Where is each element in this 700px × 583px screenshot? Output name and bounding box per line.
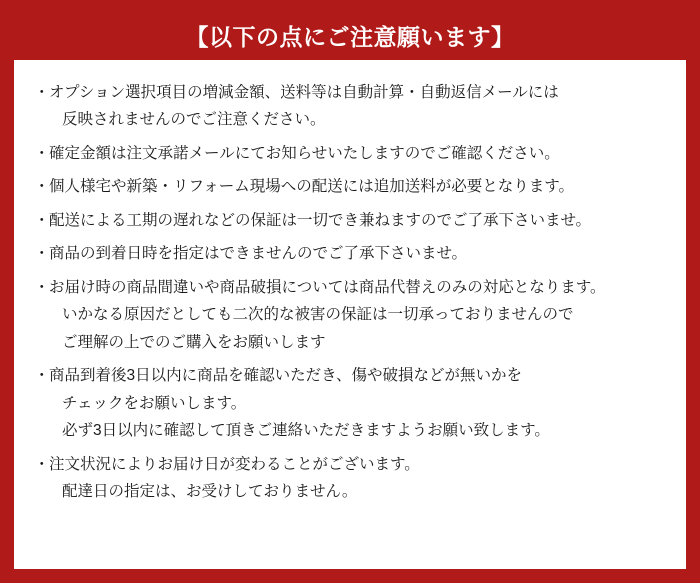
notice-line: [34, 277, 666, 299]
bullet-icon: ・: [34, 367, 50, 385]
bullet-icon: ・: [34, 245, 50, 263]
page-title: 【以下の点にご注意願います】: [185, 23, 515, 50]
notice-line: [34, 82, 666, 104]
notice-text: 配送による工期の遅れなどの保証は一切でき兼ねますのでご了承下さいませ。: [49, 211, 592, 229]
notice-text: オプション選択項目の増減金額、送料等は自動計算・自動返信メールには: [49, 84, 559, 101]
notice-continuation: 必ず3日以内に確認して頂きご連絡いただきますようお願い致します。: [62, 422, 550, 440]
notice-text: 商品到着後3日以内に商品を確認いただき、傷や破損などが無いかを: [49, 367, 523, 385]
list-item: [34, 82, 666, 132]
bullet-icon: ・: [34, 144, 50, 162]
notice-text: 商品の到着日時を指定はできませんのでご了承下さいませ。: [49, 245, 468, 263]
notice-line: [34, 365, 666, 387]
notice-body: [14, 60, 686, 569]
list-item: [34, 454, 666, 504]
notice-continuation: 反映されませんのでご注意ください。: [62, 111, 326, 129]
bullet-icon: ・: [34, 84, 50, 101]
bullet-icon: ・: [34, 178, 50, 196]
notice-header: [14, 14, 686, 60]
notice-line: [34, 143, 666, 165]
notice-text: 個人様宅や新築・リフォーム現場への配送には追加送料が必要となります。: [49, 178, 574, 196]
notice-continuation: いかなる原因だとしても二次的な被害の保証は一切承っておりませんので: [62, 306, 574, 324]
bullet-icon: ・: [34, 211, 50, 229]
notice-line: [34, 454, 666, 476]
notice-continuation: チェックをお願いします。: [62, 394, 247, 412]
list-item: [34, 210, 666, 232]
notice-line: [34, 243, 666, 265]
bullet-icon: ・: [34, 455, 50, 473]
notice-continuation: ご理解の上でのご購入をお願いします: [62, 333, 326, 351]
list-item: [34, 277, 666, 354]
notice-line: [34, 176, 666, 198]
list-item: [34, 365, 666, 442]
notice-text: 確定金額は注文承諾メールにてお知らせいたしますのでご確認ください。: [49, 144, 560, 162]
notice-list: [34, 82, 666, 504]
notice-text: お届け時の商品間違いや商品破損については商品代替えのみの対応となります。: [49, 278, 606, 296]
notice-text: 注文状況によりお届け日が変わることがございます。: [49, 455, 420, 473]
list-item: [34, 176, 666, 198]
notice-line: [34, 210, 666, 232]
list-item: [34, 143, 666, 165]
list-item: [34, 243, 666, 265]
notice-continuation: 配達日の指定は、お受けしておりません。: [62, 483, 358, 501]
bullet-icon: ・: [34, 278, 50, 296]
